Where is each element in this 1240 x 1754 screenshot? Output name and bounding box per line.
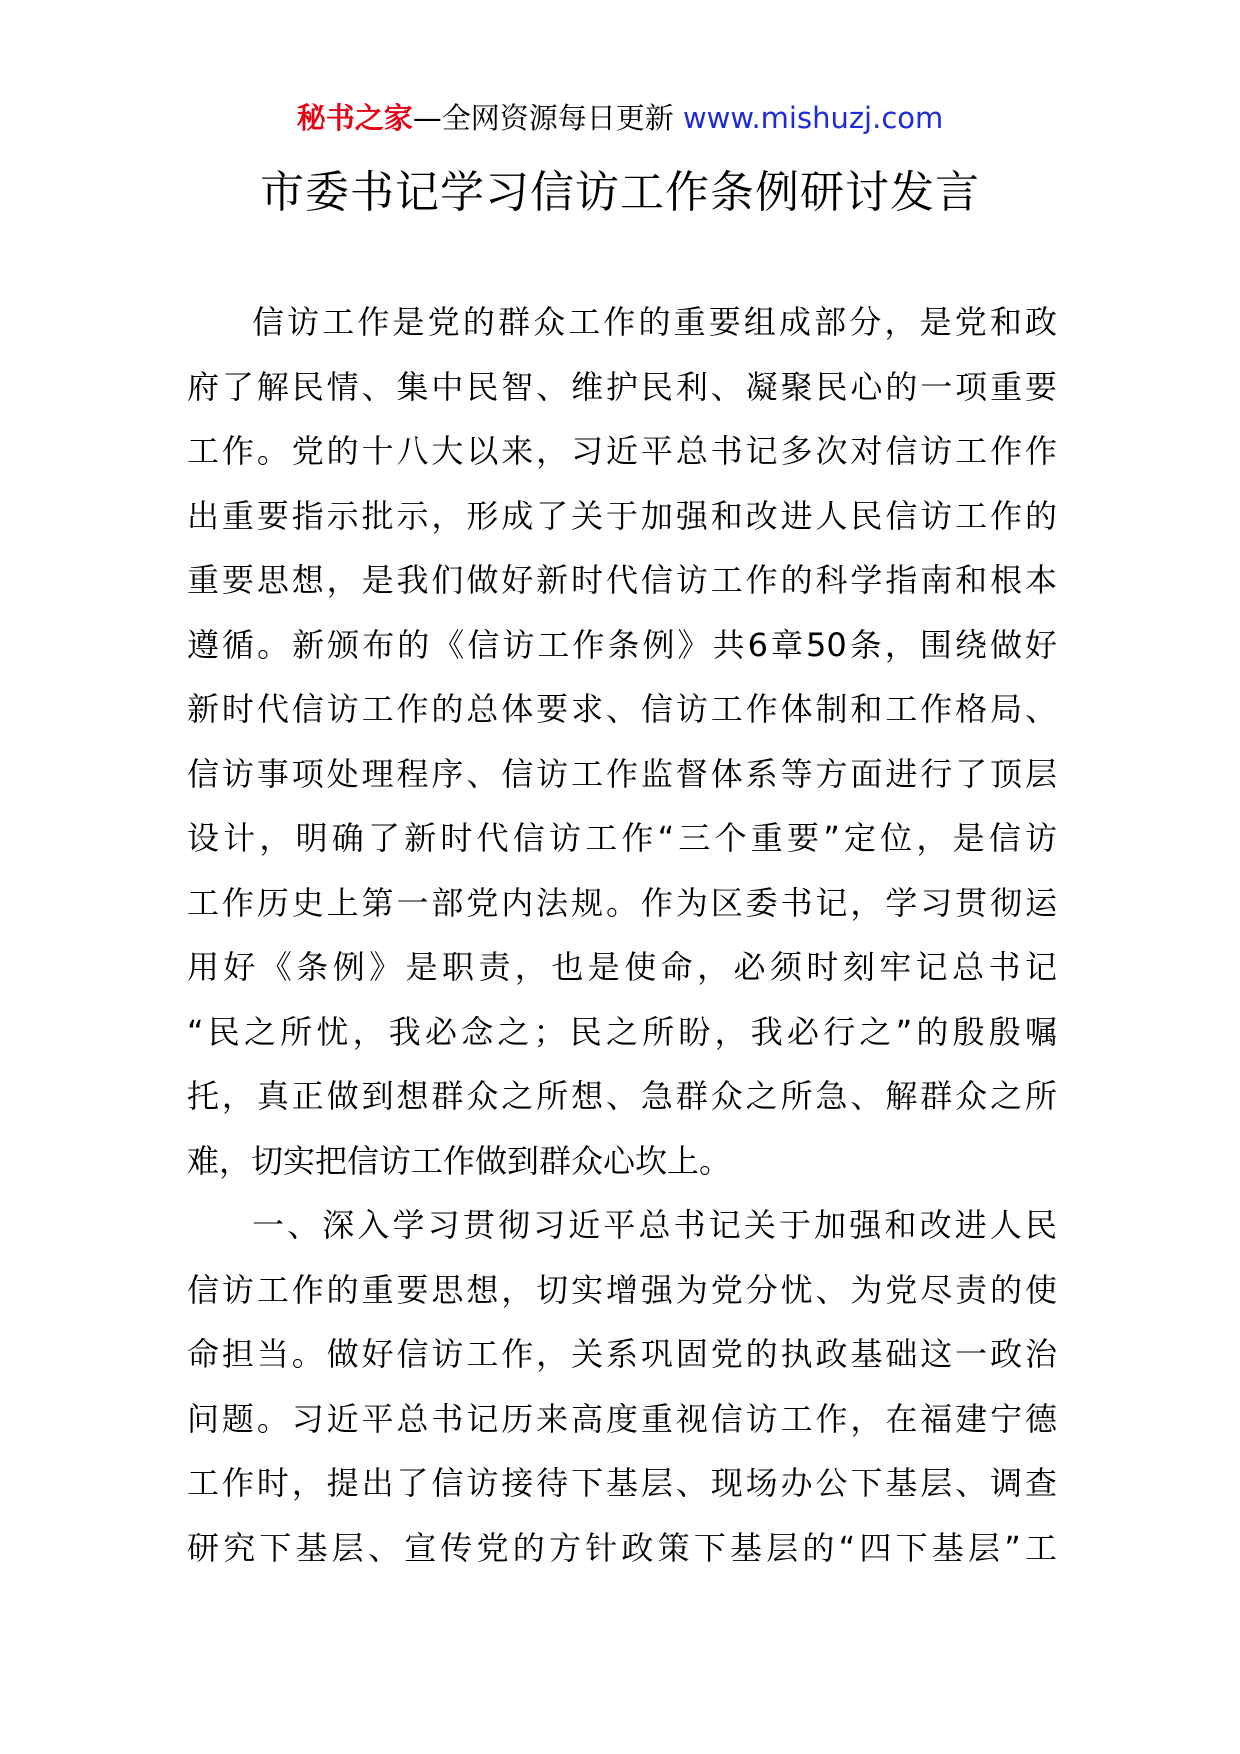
paragraph-line: 工作历史上第一部党内法规。作为区委书记，学习贯彻运 bbox=[187, 883, 1057, 922]
site-header bbox=[0, 98, 1240, 138]
paragraph-line: 研究下基层、宣传党的方针政策下基层的“四下基层”工 bbox=[187, 1528, 1057, 1567]
document-body bbox=[187, 290, 1057, 1580]
section-heading-line: 一、深入学习贯彻习近平总书记关于加强和改进人民 bbox=[252, 1206, 1057, 1244]
site-tagline: —全网资源每日更新 bbox=[412, 101, 674, 135]
paragraph-line: 工作。党的十八大以来，习近平总书记多次对信访工作作 bbox=[187, 432, 1057, 470]
paragraph-line: 重要思想，是我们做好新时代信访工作的科学指南和根本 bbox=[187, 561, 1057, 599]
paragraph-line: 命担当。做好信访工作，关系巩固党的执政基础这一政治 bbox=[187, 1335, 1057, 1373]
paragraph-line: 信访工作的重要思想，切实增强为党分忧、为党尽责的使 bbox=[187, 1270, 1057, 1309]
paragraph-line: 问题。习近平总书记历来高度重视信访工作，在福建宁德 bbox=[187, 1399, 1057, 1438]
paragraph-line: 用好《条例》是职责，也是使命，必须时刻牢记总书记 bbox=[187, 948, 1057, 986]
paragraph-line: 工作时，提出了信访接待下基层、现场办公下基层、调查 bbox=[187, 1464, 1057, 1502]
paragraph-line: 设计，明确了新时代信访工作“三个重要”定位，是信访 bbox=[187, 819, 1057, 857]
site-url-link[interactable]: www.mishuzj.com bbox=[682, 101, 944, 135]
paragraph-line: 府了解民情、集中民智、维护民利、凝聚民心的一项重要 bbox=[187, 367, 1057, 406]
paragraph-line: 信访事项处理程序、信访工作监督体系等方面进行了顶层 bbox=[187, 754, 1057, 793]
paragraph-line: 难，切实把信访工作做到群众心坎上。 bbox=[187, 1141, 732, 1180]
document-title: 市委书记学习信访工作条例研讨发言 bbox=[260, 167, 980, 218]
site-brand: 秘书之家 bbox=[296, 101, 413, 135]
paragraph-line: 托，真正做到想群众之所想、急群众之所急、解群众之所 bbox=[187, 1077, 1057, 1115]
paragraph-line: 信访工作是党的群众工作的重要组成部分，是党和政 bbox=[252, 303, 1057, 341]
paragraph-line: 遵循。新颁布的《信访工作条例》共6章50条，围绕做好 bbox=[187, 625, 1057, 664]
paragraph-line: “民之所忧，我必念之；民之所盼，我必行之”的殷殷嘱 bbox=[187, 1012, 1057, 1051]
paragraph-line: 新时代信访工作的总体要求、信访工作体制和工作格局、 bbox=[187, 690, 1057, 728]
paragraph-line: 出重要指示批示，形成了关于加强和改进人民信访工作的 bbox=[187, 496, 1057, 535]
